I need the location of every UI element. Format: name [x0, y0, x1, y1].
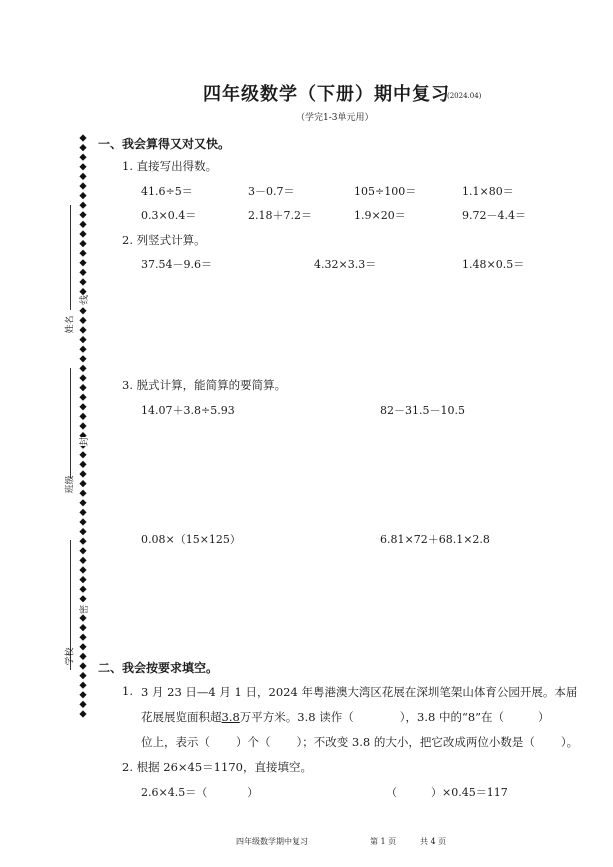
q2-1-line3-text-c: ）；不改变 3.8 的大小，把它改成两位小数是（ [296, 735, 535, 749]
seal-diamond [79, 317, 86, 324]
seal-diamond [79, 211, 86, 218]
seal-diamond [79, 326, 86, 333]
seal-diamond [79, 202, 86, 209]
seal-diamond [79, 336, 86, 343]
seal-diamond [79, 403, 86, 410]
seal-diamond [79, 365, 86, 372]
oral-calc-item: 2.18＋7.2＝ [248, 209, 312, 222]
seal-diamond [79, 710, 86, 717]
seal-diamond [79, 422, 86, 429]
oral-calc-item: 1.9×20＝ [354, 209, 406, 222]
step-calc-item: 82－31.5－10.5 [380, 404, 465, 417]
seal-diamond [79, 518, 86, 525]
oral-calc-item: 3－0.7＝ [248, 185, 295, 198]
fill-in-item-2-end: ）×0.45＝117 [431, 786, 508, 799]
step-calc-item: 14.07＋3.8÷5.93 [141, 404, 235, 417]
footer-title: 四年级数学期中复习 [236, 837, 308, 846]
seal-diamond [79, 384, 86, 391]
seal-diamond [79, 163, 86, 170]
seal-diamond [79, 144, 86, 151]
q2-1-line3-text-b: ）个（ [236, 735, 271, 749]
seal-diamond [79, 192, 86, 199]
seal-diamond [79, 547, 86, 554]
seal-diamond [79, 643, 86, 650]
page-title: 四年级数学（下册）期中复习 [203, 84, 450, 105]
seal-diamond [79, 221, 86, 228]
name-label: 姓名 [65, 315, 76, 334]
seal-diamond [79, 614, 86, 621]
oral-calc-item: 1.1×80＝ [462, 185, 514, 198]
seal-diamond [79, 307, 86, 314]
seal-diamond [79, 355, 86, 362]
seal-diamond [79, 394, 86, 401]
seal-diamond [79, 250, 86, 257]
seal-char-feng: 封 [77, 437, 90, 446]
q2-2-label: 2. 根据 26×45＝1170，直接填空。 [122, 760, 312, 774]
seal-char-xian: 线 [77, 295, 90, 304]
section-2-heading: 二、我会按要求填空。 [98, 661, 219, 675]
school-label: 学校 [65, 647, 76, 666]
seal-diamond [79, 672, 86, 679]
q2-1-number: 1. [122, 684, 133, 698]
seal-diamond [79, 662, 86, 669]
seal-diamond [79, 154, 86, 161]
seal-diamond [79, 240, 86, 247]
seal-diamond [79, 413, 86, 420]
fill-in-item-2-text: （ [386, 786, 397, 799]
vertical-calc-item: 1.48×0.5＝ [462, 258, 525, 271]
seal-diamond [79, 451, 86, 458]
name-field-line [70, 205, 71, 310]
seal-diamond [79, 566, 86, 573]
fill-in-item-1-end: ） [247, 786, 259, 799]
seal-diamond [79, 346, 86, 353]
seal-diamond [79, 557, 86, 564]
seal-diamond-column [78, 134, 88, 724]
fill-in-item-2 [386, 784, 508, 800]
seal-diamond [79, 653, 86, 660]
oral-calc-item: 41.6÷5＝ [141, 185, 193, 198]
seal-diamond [79, 595, 86, 602]
seal-diamond [79, 509, 86, 516]
seal-diamond [79, 682, 86, 689]
seal-diamond [79, 586, 86, 593]
page-subtitle: （学完1-3单元用） [296, 113, 374, 123]
q2-1-line3-text-d: ）。 [560, 735, 579, 749]
seal-diamond [79, 480, 86, 487]
class-field-line [70, 368, 71, 478]
seal-diamond [79, 576, 86, 583]
seal-diamond [79, 701, 86, 708]
seal-diamond [79, 691, 86, 698]
seal-diamond [79, 461, 86, 468]
q2-1-line3-text-a: 位上，表示（ [141, 735, 210, 749]
seal-diamond [79, 374, 86, 381]
q2-1-line2-text-a: 花展展览面积超 [141, 710, 222, 724]
fill-in-item-1 [141, 784, 258, 800]
q1-2-label: 2. 列竖式计算。 [122, 233, 206, 247]
fill-in-item-1-text: 2.6×4.5＝（ [141, 786, 208, 799]
q1-1-label: 1. 直接写出得数。 [122, 159, 218, 173]
section-1-heading: 一、我会算得又对又快。 [98, 137, 231, 151]
seal-diamond [79, 470, 86, 477]
seal-diamond [79, 278, 86, 285]
seal-diamond [79, 538, 86, 545]
q2-1-line3 [141, 734, 578, 750]
seal-char-mi: 密 [77, 605, 90, 614]
seal-diamond [79, 499, 86, 506]
exam-date: (2024.04) [447, 92, 482, 100]
footer-page-number: 第 1 页 [370, 837, 397, 846]
seal-diamond [79, 134, 86, 141]
oral-calc-item: 0.3×0.4＝ [141, 209, 197, 222]
area-value-underlined: 3.8 [221, 710, 240, 724]
vertical-calc-item: 37.54－9.6＝ [141, 258, 212, 271]
step-calc-item: 0.08×（15×125） [141, 533, 241, 546]
q2-1-line2-text-d: ） [538, 710, 550, 724]
seal-diamond [79, 230, 86, 237]
q2-1-line2 [141, 709, 550, 725]
q2-1-line2-text-b: 万平方米。3.8 读作（ [239, 710, 354, 724]
step-calc-item: 6.81×72＋68.1×2.8 [380, 533, 490, 546]
oral-calc-item: 105÷100＝ [354, 185, 417, 198]
seal-diamond [79, 259, 86, 266]
seal-diamond [79, 624, 86, 631]
q1-3-label: 3. 脱式计算，能简算的要简算。 [122, 378, 287, 392]
footer-total-pages: 共 4 页 [420, 837, 447, 846]
q2-1-line2-text-c: ），3.8 中的“8”在（ [399, 710, 505, 724]
seal-diamond [79, 490, 86, 497]
class-label: 班级 [65, 475, 76, 494]
seal-diamond [79, 173, 86, 180]
q2-1-line1: 3 月 23 日—4 月 1 日，2024 年粤港澳大湾区花展在深圳笔架山体育公园开展。本届 [141, 685, 578, 699]
seal-diamond [79, 528, 86, 535]
oral-calc-item: 9.72－4.4＝ [462, 209, 526, 222]
seal-diamond [79, 634, 86, 641]
seal-diamond [79, 269, 86, 276]
vertical-calc-item: 4.32×3.3＝ [314, 258, 377, 271]
seal-diamond [79, 182, 86, 189]
